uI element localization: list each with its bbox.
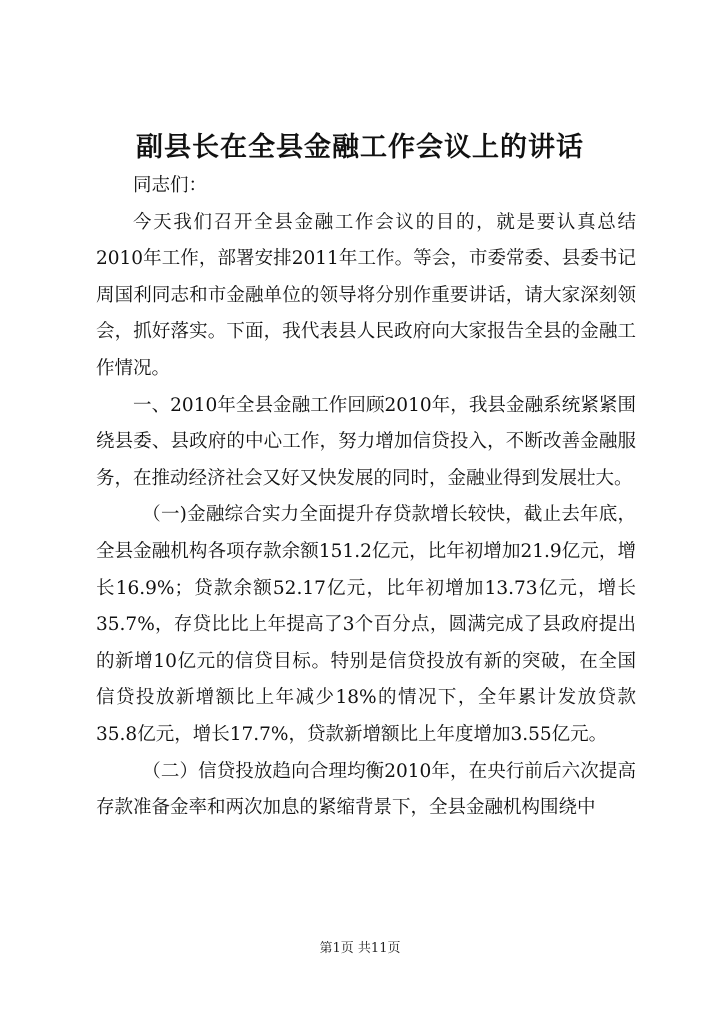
paragraph-subsection-two: （二）信贷投放趋向合理均衡2010年，在央行前后六次提高存款准备金率和两次加息的紧缩背景下，全县金融机构围绕中 — [96, 760, 636, 819]
document-title: 副县长在全县金融工作会议上的讲话 — [136, 132, 584, 163]
paragraph-section-one: 一、2010年全县金融工作回顾2010年，我县金融系统紧紧围绕县委、县政府的中心工作，努力增加信贷投入，不断改善金融服务，在推动经济社会又好又快发展的同时，金融业得到发展壮大。 — [96, 394, 636, 489]
page-footer: 第1页 共11页 — [319, 941, 401, 956]
salutation: 同志们： — [133, 175, 208, 196]
paragraph-subsection-one: （一)金融综合实力全面提升存贷款增长较快，截止去年底，全县金融机构各项存款余额151.2亿元，比年初增加21.9亿元，增长16.9%；贷款余额52.17亿元，比年初增加13.73亿元，增长35.7%，存贷比比上年提高了3个百分点，圆满完成了县政府提出的新增10亿元的信贷目标。特别是信贷投放有新的突破，在全国信贷投放新增额比上年减少18%的情况下，全年累计发放贷款35.8亿元，增长17.7%，贷款新增额比上年度增加3.55亿元。 — [96, 504, 636, 745]
document-body — [96, 168, 636, 827]
paragraph-opening: 今天我们召开全县金融工作会议的目的，就是要认真总结2010年工作，部署安排2011年工作。等会，市委常委、县委书记周国利同志和市金融单位的领导将分别作重要讲话，请大家深刻领会，抓好落实。下面，我代表县人民政府向大家报告全县的金融工作情况。 — [96, 211, 636, 379]
